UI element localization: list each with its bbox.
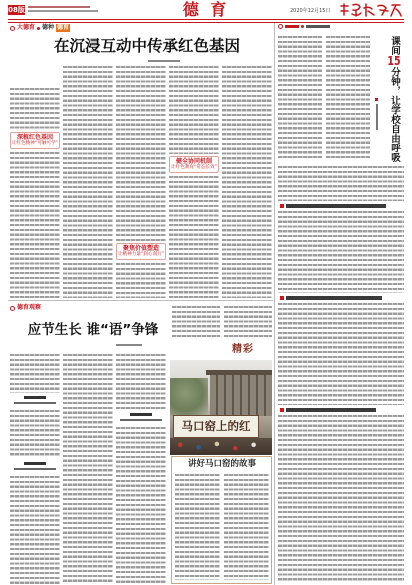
bottom-article-headline: 应节生长 谁“语”争锋 [27, 322, 159, 338]
subhead-marker [280, 204, 284, 208]
section-title: 德 育 [182, 0, 230, 19]
body-text-block [278, 415, 404, 583]
body-text-block [10, 152, 60, 298]
editor-credits-line-1 [28, 6, 90, 8]
subhead-box-3 [169, 156, 219, 173]
tag-main-label: 大德育 [17, 24, 36, 31]
subhead-subtitle: 让红色精神“可触可学” [11, 141, 59, 146]
section-divider-horizontal [8, 300, 273, 301]
subhead-box-2 [116, 243, 166, 260]
body-text-block [116, 427, 166, 584]
tag-label-bar [285, 25, 299, 28]
subhead-title: 深植红色基因 [16, 134, 53, 141]
tag-label-bar [306, 25, 330, 28]
bottom-subhead-3-title [130, 413, 152, 416]
subhead-subtitle: 让红色教育“常态长效” [170, 165, 218, 170]
subhead-subtitle: 让精神力量“润心润行” [117, 252, 165, 257]
bottom-section-tag [10, 304, 41, 312]
photo-feature-label: 精彩 [232, 344, 254, 355]
top-section-tag [10, 24, 70, 32]
forum-title-part: 课间 [389, 36, 400, 55]
body-text-block [10, 354, 60, 393]
bottom-subhead-1-title [24, 396, 46, 399]
body-text-block [224, 474, 269, 580]
dot-icon [301, 25, 304, 28]
tag-sub-label: 德种 [42, 24, 55, 31]
bottom-subhead-2-subtitle [14, 468, 56, 470]
forum-title-part: 让学校自由呼吸 [389, 95, 400, 162]
column-divider-vertical [274, 23, 275, 585]
body-text-block [222, 66, 272, 298]
forum-title-number: 15 [387, 55, 401, 67]
subhead-box-1 [10, 132, 60, 149]
issue-date: 2020年12月15日 [290, 8, 331, 14]
body-text-block [169, 66, 219, 154]
masthead-logo [338, 2, 404, 18]
body-text-block [169, 176, 219, 298]
body-text-block [278, 303, 404, 405]
body-text-block [278, 36, 322, 160]
top-article-byline [148, 60, 180, 62]
body-text-block [278, 166, 404, 201]
dot-icon [37, 27, 40, 30]
body-text-block [10, 88, 60, 130]
photo-greenery [170, 378, 208, 416]
tag-label: 德育观察 [17, 304, 42, 311]
body-text-block [116, 263, 166, 298]
subhead-marker [280, 296, 284, 300]
page-number-badge: 08版 [8, 6, 25, 14]
photo-building [210, 375, 272, 416]
ring-icon [10, 306, 15, 311]
body-text-block [224, 306, 272, 338]
bottom-subhead-2-title [24, 462, 46, 465]
tag-badge: 德育 [57, 24, 70, 31]
ring-icon [278, 24, 283, 29]
editor-credits-line-2 [28, 10, 98, 12]
forum-title [388, 36, 400, 162]
bottom-subhead-3-subtitle [120, 419, 162, 421]
bottom-subhead-1-subtitle [14, 402, 56, 404]
header-rule-thin [8, 22, 404, 23]
body-text-block [278, 211, 404, 293]
photo-people [170, 438, 272, 455]
forum-subhead-3 [286, 408, 376, 412]
subhead-title: 健全协同机制 [175, 158, 212, 165]
photo-sign: 马口窑上的红 [173, 415, 259, 438]
body-text-block [175, 474, 220, 580]
subhead-marker [280, 408, 284, 412]
subhead-title: 聚焦价值塑造 [122, 245, 159, 252]
forum-subhead-1 [286, 204, 386, 208]
body-text-block [116, 354, 166, 410]
body-text-block [10, 410, 60, 458]
feature-photo [170, 360, 272, 455]
author-byline [376, 104, 378, 130]
author-marker [375, 98, 378, 101]
top-article-headline: 在沉浸互动中传承红色基因 [53, 37, 240, 55]
forum-title-part: 分钟， [389, 67, 400, 96]
body-text-block [63, 66, 113, 298]
header-rule-thick [8, 19, 404, 20]
body-text-block [326, 36, 370, 160]
photo-feature-title: 讲好马口窑的故事 [187, 459, 256, 469]
ring-icon [10, 26, 15, 31]
body-text-block [172, 306, 220, 338]
bottom-article-byline [116, 344, 142, 346]
forum-subhead-2 [286, 296, 382, 300]
body-text-block [63, 354, 113, 584]
body-text-block [116, 66, 166, 241]
forum-section-tag [278, 24, 330, 29]
body-text-block [10, 476, 60, 584]
